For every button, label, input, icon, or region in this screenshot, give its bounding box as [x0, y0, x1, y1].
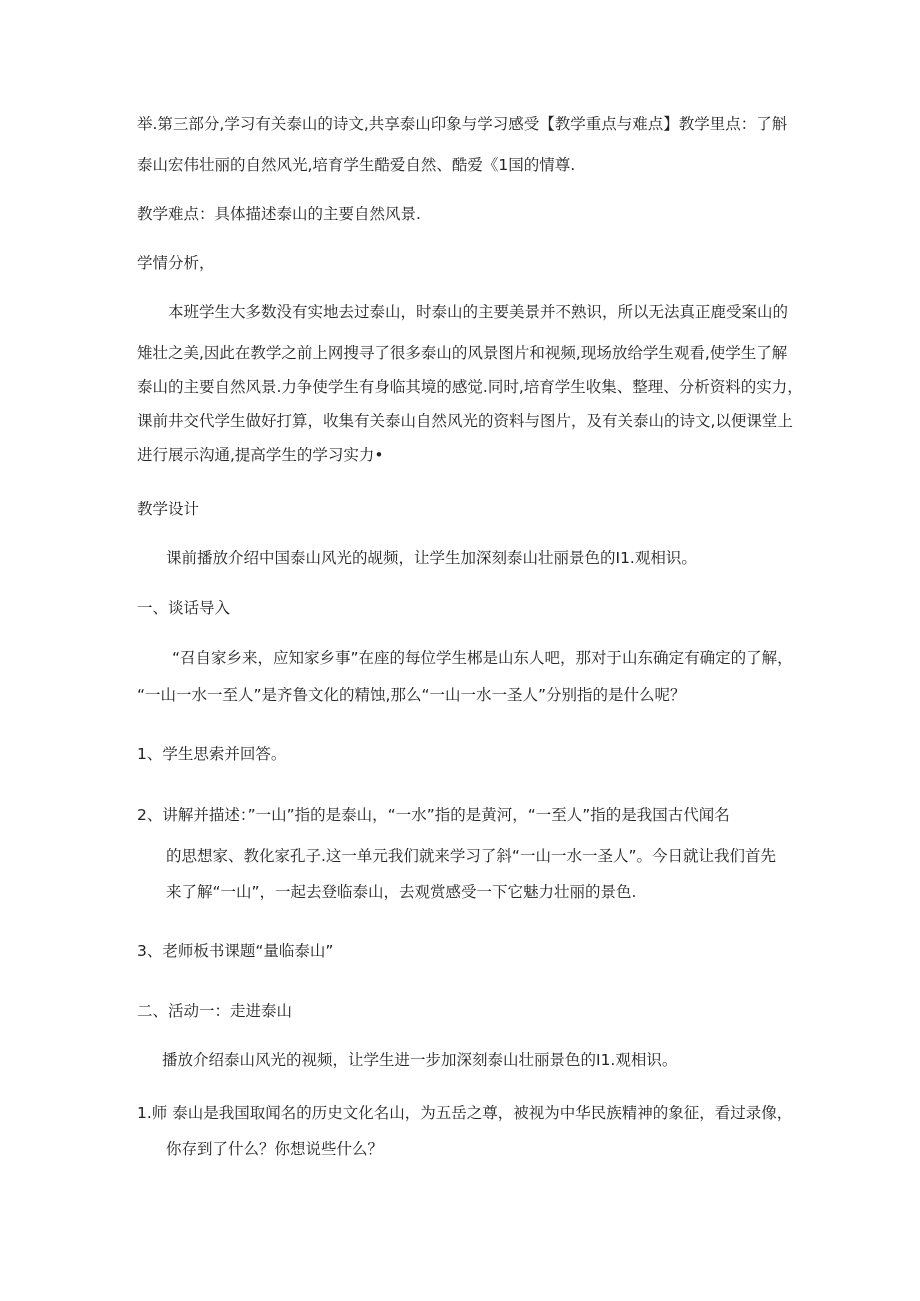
analysis-heading: 学情分析，	[137, 254, 215, 272]
design-heading: 教学设计	[137, 500, 200, 518]
list-item: 3、老师板书课题“量临泰山”	[137, 942, 334, 960]
paragraph-line: 泰山的主要自然风景.力争使学生有身临其境的感觉.同时,培育学生收集、整理、分析资料的实力，	[137, 378, 803, 396]
section-heading: 一、谈话导入	[137, 599, 231, 617]
paragraph-line: 本班学生大多数没有实地去过泰山，时泰山的主要美景并不熟识，所以无法真正鹿受案山的	[168, 303, 789, 321]
teaching-difficulty: 教学难点：具体描述泰山的主要自然风景.	[137, 205, 421, 223]
paragraph-line: 课前井交代学生做好打算，收集有关泰山自然风光的资料与图片，及有关泰山的诗文,以便课堂上	[137, 412, 793, 430]
paragraph-line: 举.第三部分,学习有关泰山的诗文,共享泰山印象与学习感受【教学重点与难点】教学里点：了斛	[137, 115, 788, 133]
list-item: 2、讲解并描述：”一山”指的是泰山，“一水”指的是黄河，“一至人”指的是我国古代闻名	[137, 806, 730, 824]
paragraph-line: 雉壮之美,因此在教学之前上网搜寻了很多泰山的风景图片和视频,现场放给学生观看,使学生了解	[137, 344, 788, 362]
design-intro: 课前播放介绍中国泰山风光的觇频，让学生加深刻泰山壮丽景色的I1.观相识。	[166, 549, 697, 567]
section-heading: 二、活动一：走进泰山	[137, 1002, 293, 1020]
paragraph-line: “召自家乡来，应知家乡事”在座的每位学生郴是山东人吧，那对于山东确定有确定的了解，	[172, 649, 793, 667]
paragraph-line: 进行展示沟通,提高学生的学习实力•	[137, 446, 384, 464]
list-item-continuation: 的思想家、教化家孔子.这一单元我们就来学习了斜“一山一水一圣人”。今日就让我们首先	[166, 847, 776, 865]
paragraph-line: “一山一水一至人”是齐鲁文化的精蚀,那么“一山一水一圣人”分别指的是什么呢？	[137, 686, 686, 704]
section-intro: 播放介绍泰山风光的视频，让学生进一步加深刻泰山壮丽景色的I1.观相识。	[162, 1051, 678, 1069]
list-item-continuation: 来了解“一山”，一起去登临泰山，去观赏感受一下它魅力壮丽的景色.	[166, 883, 637, 901]
list-item: 1.师 泰山是我国取闻名的历史文化名山，为五岳之尊，被视为中华民族精神的象征，看过录像，	[137, 1104, 793, 1122]
list-item-continuation: 你存到了什么？你想说些什么？	[166, 1140, 384, 1158]
paragraph-line: 泰山宏伟壮丽的自然风光,培育学生酷爱自然、酷爱《1国的情尊.	[137, 156, 576, 174]
list-item: 1、学生思索并回答。	[137, 745, 287, 763]
